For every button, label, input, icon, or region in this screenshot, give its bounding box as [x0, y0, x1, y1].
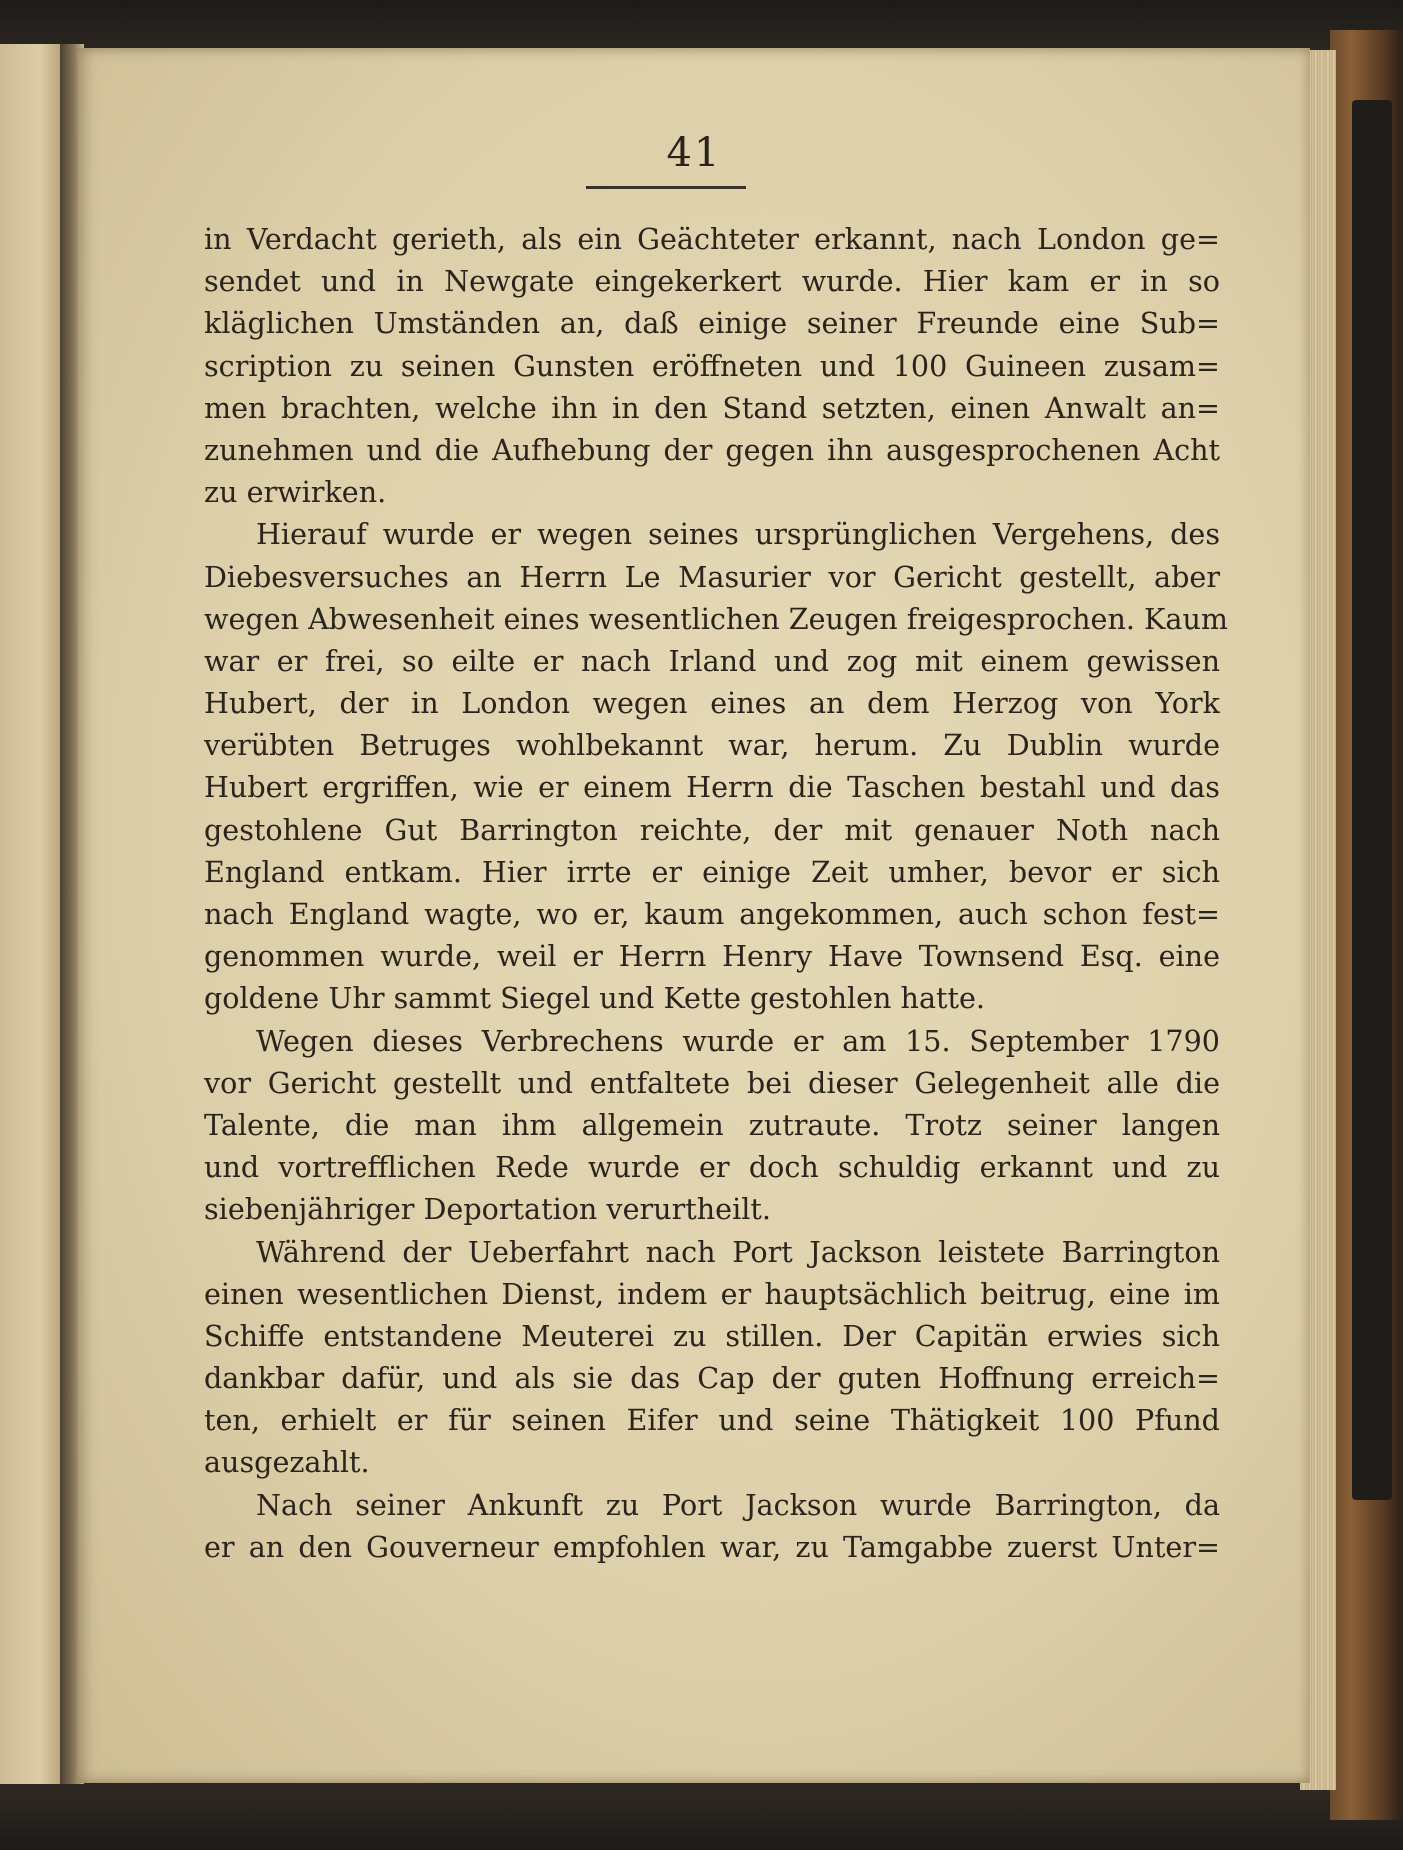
- text-line: wegen Abwesenheit eines wesentlichen Zeugen freigesprochen. Kaum: [204, 601, 1228, 636]
- text-line: gestohlene Gut Barrington reichte, der mit genauer Noth nach: [204, 812, 1220, 847]
- text-line: verübten Betruges wohlbekannt war, herum. Zu Dublin wurde: [204, 728, 1220, 763]
- text-line: einen wesentlichen Dienst, indem er hauptsächlich beitrug, eine im: [204, 1276, 1220, 1311]
- paragraph-start-line: Wegen dieses Verbrechens wurde er am 15. September 1790: [256, 1023, 1220, 1058]
- text-line: siebenjähriger Deportation verurtheilt.: [204, 1192, 771, 1227]
- text-line: Diebesversuches an Herrn Le Masurier vor Gericht gestellt, aber: [204, 559, 1220, 594]
- text-line: und vortrefflichen Rede wurde er doch schuldig erkannt und zu: [204, 1150, 1220, 1185]
- text-line: vor Gericht gestellt und entfaltete bei dieser Gelegenheit alle die: [204, 1065, 1220, 1100]
- text-line: er an den Gouverneur empfohlen war, zu Tamgabbe zuerst Unter=: [204, 1529, 1220, 1564]
- text-line: dankbar dafür, und als sie das Cap der guten Hoffnung erreich=: [204, 1361, 1220, 1396]
- text-line: men brachten, welche ihn in den Stand setzten, einen Anwalt an=: [204, 390, 1220, 425]
- text-line: war er frei, so eilte er nach Irland und zog mit einem gewissen: [204, 643, 1220, 678]
- text-line: scription zu seinen Gunsten eröffneten und 100 Guineen zusam=: [204, 348, 1220, 383]
- text-line: Talente, die man ihm allgemein zutraute. Trotz seiner langen: [204, 1107, 1220, 1142]
- text-line: Hubert ergriffen, wie er einem Herrn die Taschen bestahl und das: [204, 770, 1220, 805]
- body-text: [204, 218, 1228, 1568]
- paragraph-start-line: Während der Ueberfahrt nach Port Jackson leistete Barrington: [256, 1234, 1220, 1269]
- text-line: zunehmen und die Aufhebung der gegen ihn ausgesprochenen Acht: [204, 432, 1220, 467]
- book-cover-bottom: [0, 1790, 1403, 1850]
- text-line: Schiffe entstandene Meuterei zu stillen. Der Capitän erwies sich: [204, 1318, 1220, 1353]
- page-number: 41: [666, 130, 722, 176]
- paragraph-start-line: Hierauf wurde er wegen seines ursprünglichen Vergehens, des: [256, 517, 1220, 552]
- text-line: ten, erhielt er für seinen Eifer und seine Thätigkeit 100 Pfund: [204, 1403, 1220, 1438]
- paragraph-start-line: Nach seiner Ankunft zu Port Jackson wurde Barrington, da: [256, 1487, 1220, 1522]
- text-line: nach England wagte, wo er, kaum angekommen, auch schon fest=: [204, 897, 1220, 931]
- text-line: sendet und in Newgate eingekerkert wurde. Hier kam er in so: [204, 264, 1220, 299]
- text-line: in Verdacht gerieth, als ein Geächteter erkannt, nach London ge=: [204, 222, 1220, 256]
- page-number-rule: [586, 186, 746, 189]
- text-line: genommen wurde, weil er Herrn Henry Have Townsend Esq. eine: [204, 939, 1220, 974]
- book-spine-cover: [1330, 30, 1403, 1820]
- text-line: zu erwirken.: [204, 475, 387, 510]
- text-line: Hubert, der in London wegen eines an dem Herzog von York: [204, 686, 1220, 721]
- text-line: England entkam. Hier irrte er einige Zeit umher, bevor er sich: [204, 854, 1220, 889]
- text-line: ausgezahlt.: [204, 1445, 370, 1480]
- book-page: [78, 48, 1310, 1783]
- text-line: kläglichen Umständen an, daß einige seiner Freunde eine Sub=: [204, 306, 1220, 341]
- cover-board: [1352, 100, 1392, 1500]
- text-line: goldene Uhr sammt Siegel und Kette gestohlen hatte.: [204, 981, 986, 1016]
